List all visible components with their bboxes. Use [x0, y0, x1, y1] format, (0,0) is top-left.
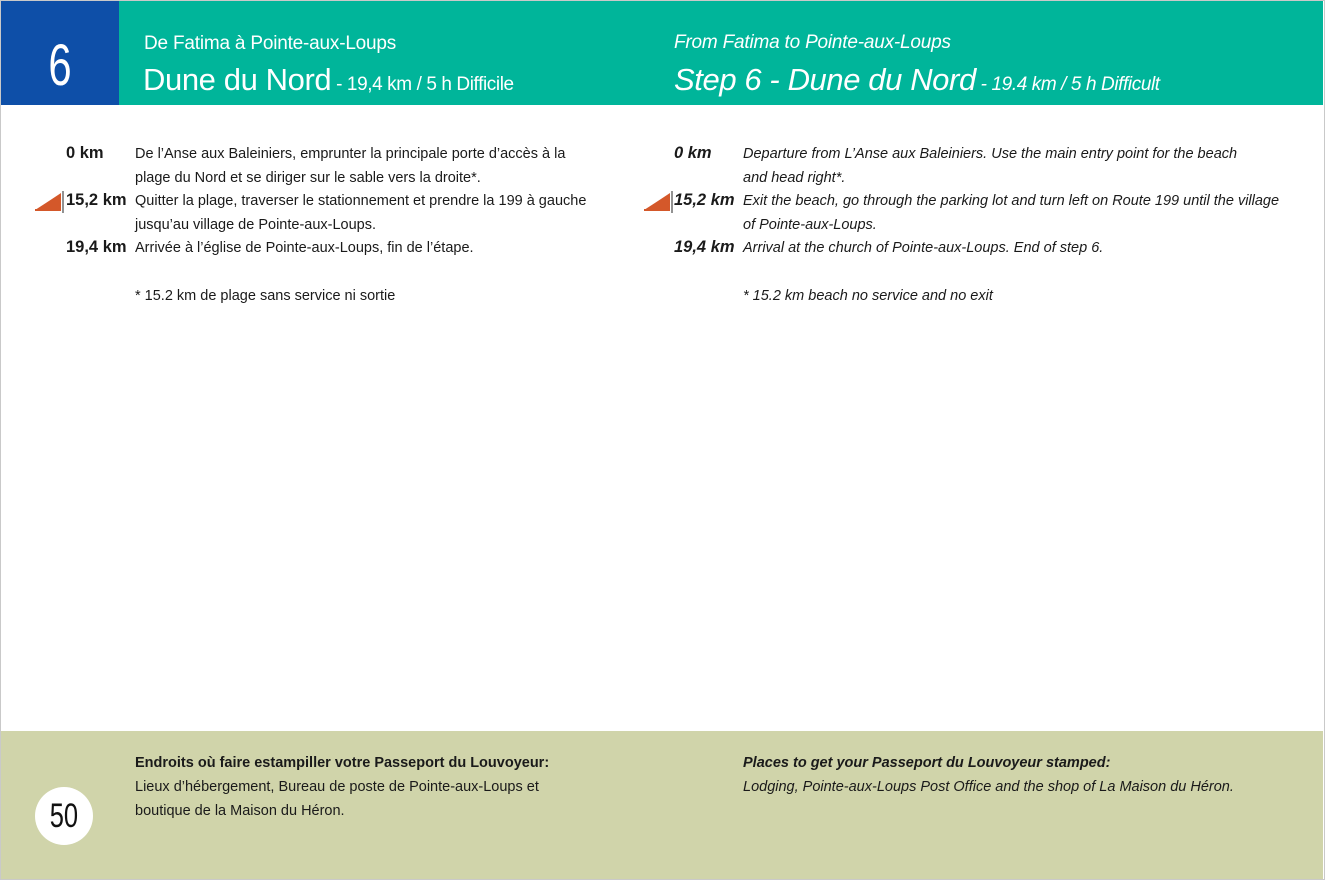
fr-step-desc-2	[135, 237, 474, 261]
en-stamp-locations	[743, 775, 1234, 799]
windsock-icon	[643, 191, 673, 213]
fr-route-subtitle: De Fatima à Pointe-aux-Loups	[144, 33, 397, 54]
fr-km-0: 0 km	[66, 144, 104, 162]
fr-km-2: 19,4 km	[66, 238, 127, 256]
en-step-title	[674, 62, 1160, 98]
en-step-desc-2	[743, 237, 1103, 261]
en-km-1: 15,2 km	[674, 191, 735, 209]
fr-step-desc-line: Quitter la plage, traverser le stationnement et prendre la 199 à gauche	[135, 193, 587, 209]
en-step-desc-line: Arrival at the church of Pointe-aux-Loups. End of step 6.	[743, 240, 1104, 256]
windsock-icon	[34, 191, 64, 213]
fr-km-1: 15,2 km	[66, 191, 127, 209]
fr-step-desc-line: jusqu’au village de Pointe-aux-Loups.	[135, 216, 377, 233]
en-step-desc-line: Departure from L’Anse aux Baleiniers. Use the main entry point for the beach	[743, 146, 1238, 162]
step-number: 6	[48, 33, 72, 98]
fr-step-desc-line: Arrivée à l’église de Pointe-aux-Loups, fin de l’étape.	[135, 240, 474, 256]
page-number-badge	[35, 787, 93, 845]
fr-stamp-title: Endroits où faire estampiller votre Passeport du Louvoyeur:	[135, 755, 550, 771]
en-step-desc-line: Exit the beach, go through the parking lot and turn left on Route 199 until the village	[743, 193, 1280, 209]
en-step-desc-0	[743, 143, 1237, 190]
en-title-text: Step 6 - Dune du Nord	[674, 62, 976, 97]
fr-stamp-locations	[135, 775, 539, 823]
en-step-desc-line: of Pointe-aux-Loups.	[743, 216, 877, 233]
fr-stamp-line: boutique de la Maison du Héron.	[135, 803, 345, 819]
en-step-desc-1	[743, 190, 1279, 237]
page-number: 50	[49, 796, 79, 835]
fr-step-desc-1	[135, 190, 586, 237]
en-title-meta: - 19.4 km / 5 h Difficult	[975, 74, 1160, 95]
en-note: * 15.2 km beach no service and no exit	[743, 288, 993, 304]
fr-step-title	[143, 62, 514, 98]
step-badge	[1, 1, 119, 105]
fr-step-desc-line: De l’Anse aux Baleiniers, emprunter la principale porte d’accès à la	[135, 146, 566, 162]
fr-step-desc-0	[135, 143, 565, 190]
en-stamp-title: Places to get your Passeport du Louvoyeur stamped:	[743, 755, 1111, 771]
en-stamp-line: Lodging, Pointe-aux-Loups Post Office and the shop of La Maison du Héron.	[743, 779, 1234, 795]
fr-note: * 15.2 km de plage sans service ni sortie	[135, 288, 396, 304]
en-step-desc-line: and head right*.	[743, 169, 846, 186]
en-route-subtitle: From Fatima to Pointe-aux-Loups	[674, 32, 951, 53]
fr-stamp-line: Lieux d’hébergement, Bureau de poste de Pointe-aux-Loups et	[135, 779, 539, 795]
en-km-2: 19,4 km	[674, 238, 735, 256]
fr-title-text: Dune du Nord	[143, 62, 332, 97]
fr-step-desc-line: plage du Nord et se diriger sur le sable vers la droite*.	[135, 169, 481, 186]
en-km-0: 0 km	[674, 144, 712, 162]
fr-title-meta: - 19,4 km / 5 h Difficile	[331, 74, 514, 95]
